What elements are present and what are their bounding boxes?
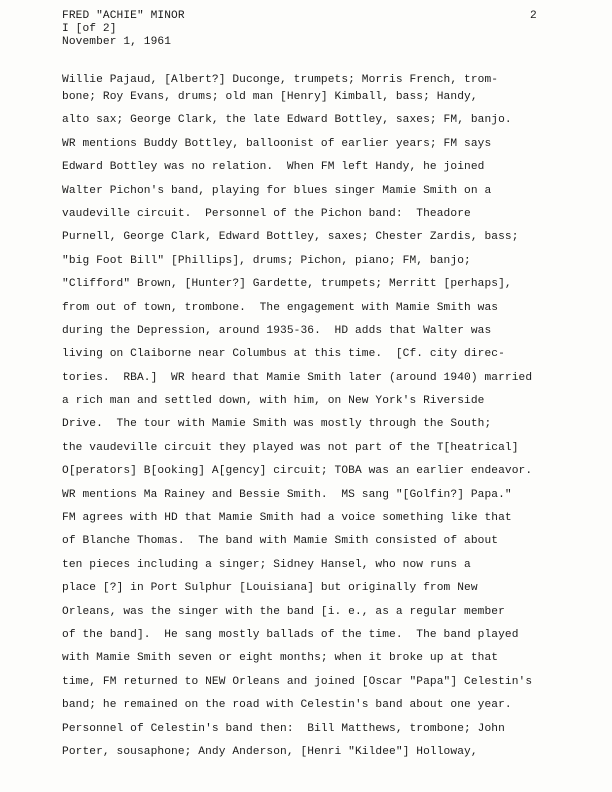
body-line: Porter, sousaphone; Andy Anderson, [Henri "Kildee"] Holloway, xyxy=(62,745,478,758)
body-line: "big Foot Bill" [Phillips], drums; Pichon, piano; FM, banjo; xyxy=(62,254,471,267)
body-line: time, FM returned to NEW Orleans and joined [Oscar "Papa"] Celestin's xyxy=(62,675,533,688)
body-line: O[perators] B[ooking] A[gency] circuit; TOBA was an earlier endeavor. xyxy=(62,465,533,478)
body-line: place [?] in Port Sulphur [Louisiana] but originally from New xyxy=(62,582,478,595)
body-line: a rich man and settled down, with him, on New York's Riverside xyxy=(62,395,485,408)
body-line: WR mentions Buddy Bottley, balloonist of earlier years; FM says xyxy=(62,137,492,150)
transcript-body xyxy=(62,72,562,767)
body-line: living on Claiborne near Columbus at this time. [Cf. city direc- xyxy=(62,348,505,361)
interview-date: November 1, 1961 xyxy=(62,36,172,48)
body-line: "Clifford" Brown, [Hunter?] Gardette, trumpets; Merritt [perhaps], xyxy=(62,278,512,291)
body-line: Walter Pichon's band, playing for blues singer Mamie Smith on a xyxy=(62,184,492,197)
body-line: from out of town, trombone. The engagement with Mamie Smith was xyxy=(62,301,499,314)
page-number: 2 xyxy=(530,10,537,22)
body-line: bone; Roy Evans, drums; old man [Henry] Kimball, bass; Handy, xyxy=(62,91,478,103)
body-line: Edward Bottley was no relation. When FM left Handy, he joined xyxy=(62,161,485,174)
body-line: Drive. The tour with Mamie Smith was mostly through the South; xyxy=(62,418,492,431)
body-line: ten pieces including a singer; Sidney Hansel, who now runs a xyxy=(62,558,471,571)
page-header xyxy=(62,10,185,49)
body-line: Purnell, George Clark, Edward Bottley, saxes; Chester Zardis, bass; xyxy=(62,231,519,244)
body-line: vaudeville circuit. Personnel of the Pichon band: Theadore xyxy=(62,207,471,220)
body-line: Willie Pajaud, [Albert?] Duconge, trumpets; Morris French, trom- xyxy=(62,74,499,86)
body-line: during the Depression, around 1935-36. HD adds that Walter was xyxy=(62,324,492,337)
body-line: alto sax; George Clark, the late Edward Bottley, saxes; FM, banjo. xyxy=(62,114,512,127)
interviewee-name: FRED "ACHIE" MINOR xyxy=(62,10,185,22)
reel-label: I [of 2] xyxy=(62,23,117,35)
body-line: of the band]. He sang mostly ballads of the time. The band played xyxy=(62,628,519,641)
body-line: band; he remained on the road with Celestin's band about one year. xyxy=(62,699,512,712)
body-line: tories. RBA.] WR heard that Mamie Smith later (around 1940) married xyxy=(62,371,533,384)
body-line: with Mamie Smith seven or eight months; when it broke up at that xyxy=(62,652,499,665)
body-line: Personnel of Celestin's band then: Bill Matthews, trombone; John xyxy=(62,722,505,735)
body-line: WR mentions Ma Rainey and Bessie Smith. MS sang "[Golfin?] Papa." xyxy=(62,488,512,501)
body-line: FM agrees with HD that Mamie Smith had a voice something like that xyxy=(62,512,512,525)
body-line: of Blanche Thomas. The band with Mamie Smith consisted of about xyxy=(62,535,499,548)
body-line: Orleans, was the singer with the band [i. e., as a regular member xyxy=(62,605,505,618)
body-line: the vaudeville circuit they played was not part of the T[heatrical] xyxy=(62,441,519,454)
